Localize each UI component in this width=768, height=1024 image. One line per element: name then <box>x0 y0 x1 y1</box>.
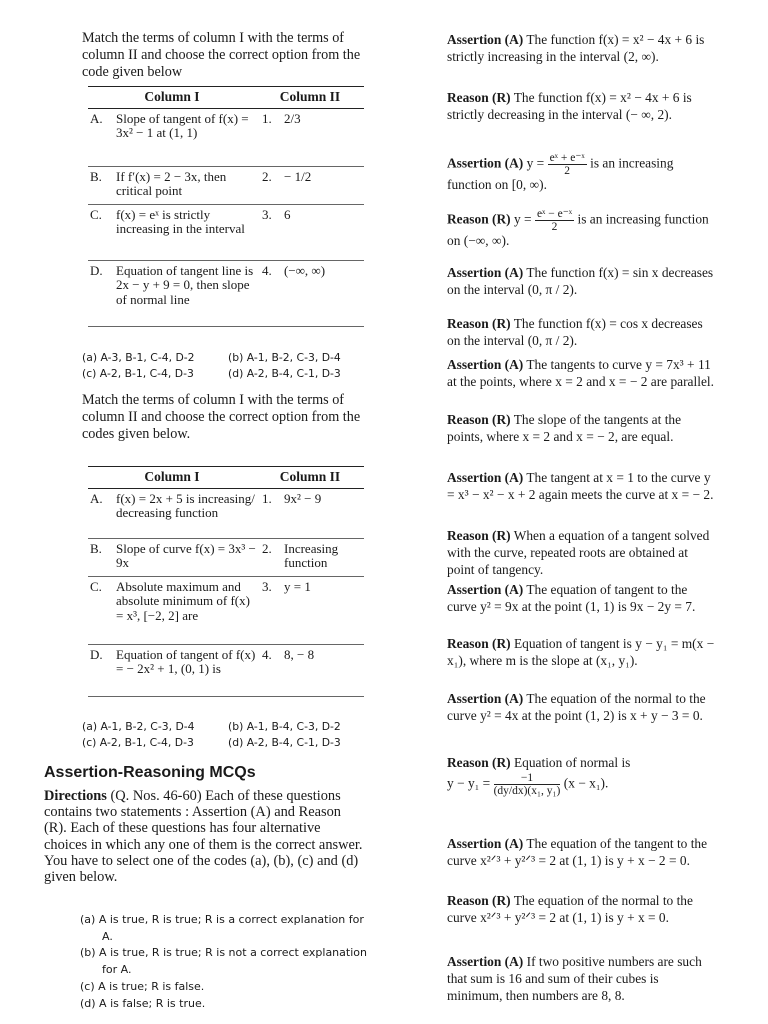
q1-match-table <box>88 86 364 327</box>
section-heading: Assertion-Reasoning MCQs <box>44 764 256 781</box>
item2-reason: Reason (R) y = $\frac{\text{eˣ − e⁻ˣ}}{2}$ is an increasing function on (−∞, ∞). <box>447 208 709 248</box>
item3-reason: Reason (R) The function f(x) = cos x decreases on the interval (0, π / 2). <box>447 316 703 348</box>
code-b: (b) A is true, R is true; R is not a correct explanation for A. <box>80 946 367 977</box>
q2-option-c: (c) A-2, B-1, C-4, D-3 <box>82 736 194 749</box>
code-a: (a) A is true, R is true; R is a correct explanation for A. <box>80 913 364 943</box>
q1-option-c: (c) A-2, B-1, C-4, D-3 <box>82 367 194 380</box>
q1-options <box>82 350 341 382</box>
q1-option-a: (a) A-3, B-1, C-4, D-2 <box>82 351 195 364</box>
q1-col1-header: Column I <box>88 87 256 109</box>
q2-option-b: (b) A-1, B-4, C-3, D-2 <box>228 720 341 733</box>
q2-option-a: (a) A-1, B-2, C-3, D-4 <box>82 720 195 733</box>
item3-assertion: Assertion (A) The function f(x) = sin x decreases on the interval (0, π / 2). <box>447 265 714 297</box>
item6-assertion: Assertion (A) The equation of tangent to the curve y² = 9x at the point (1, 1) is 9x − 2y = 7. <box>447 582 696 614</box>
item4-assertion: Assertion (A) The tangents to curve y = 7x³ + 11 at the points, where x = 2 and x = − 2 are parallel. <box>447 357 714 389</box>
q2-col2-header: Column II <box>256 467 364 489</box>
q2-row-d: D. Equation of tangent of f(x) = − 2x² + 1, (0, 1) is 4. 8, − 8 <box>88 645 364 697</box>
q2-match-table <box>88 466 364 697</box>
item5-reason: Reason (R) When a equation of a tangent solved with the curve, repeated roots are obtained at point of tangency. <box>447 528 710 577</box>
q1-row-b: B. If f′(x) = 2 − 3x, then critical point 2. − 1/2 <box>88 167 364 205</box>
answer-codes <box>80 912 370 1012</box>
q1-option-d: (d) A-2, B-4, C-1, D-3 <box>228 367 341 380</box>
q2-row-a: A. f(x) = 2x + 5 is increasing/ decreasing function 1. 9x² − 9 <box>88 489 364 539</box>
q1-intro: Match the terms of column I with the terms of column II and choose the correct option from the code given below <box>82 30 361 80</box>
q2-options <box>82 719 341 751</box>
item9-assertion: Assertion (A) If two positive numbers are such that sum is 16 and sum of their cubes is minimum, then numbers are 8, 8. <box>447 954 702 1003</box>
directions-label: Directions <box>44 788 107 804</box>
item1-assertion: Assertion (A) The function f(x) = x² − 4x + 6 is strictly increasing in the interval (2, ∞). <box>447 32 705 64</box>
code-d: (d) A is false; R is true. <box>80 996 206 1010</box>
directions <box>44 788 364 885</box>
q2-intro: Match the terms of column I with the terms of column II and choose the correct option from the codes given below. <box>82 392 361 442</box>
q1-row-d: D. Equation of tangent line is 2x − y + 9 = 0, then slope of normal line 4. (−∞, ∞) <box>88 261 364 327</box>
q2-row-b: B. Slope of curve f(x) = 3x³ − 9x 2. Increasing function <box>88 539 364 577</box>
item4-reason: Reason (R) The slope of the tangents at the points, where x = 2 and x = − 2, are equal. <box>447 412 682 444</box>
q2-col1-header: Column I <box>88 467 256 489</box>
q1-col2-header: Column II <box>256 87 364 109</box>
q1-row-a: A. Slope of tangent of f(x) = 3x² − 1 at (1, 1) 1. 2/3 <box>88 109 364 167</box>
directions-text: (Q. Nos. 46-60) Each of these questions contains two statements : Assertion (A) and Reason (R). Each of these questions has four alternative choices in which any one of them is the correct answer. You have to select one of the codes (a), (b), (c) and (d) given below. <box>44 788 363 886</box>
q1-row-c: C. f(x) = eˣ is strictly increasing in the interval 3. 6 <box>88 205 364 261</box>
item2-reason-fraction: $\frac{\text{eˣ − e⁻ˣ}}{2}$ <box>536 208 573 233</box>
q2-row-c: C. Absolute maximum and absolute minimum of f(x) = x³, [−2, 2] are 3. y = 1 <box>88 577 364 645</box>
item7-assertion: Assertion (A) The equation of the normal to the curve y² = 4x at the point (1, 2) is x + y − 3 = 0. <box>447 691 706 723</box>
item7-reason: Reason (R) Equation of normal is y − y₁ = $\frac{-1}{\text{(dy/dx)(x₁, y₁)}}$ (x − x₁). <box>447 755 631 797</box>
item7-reason-fraction: $\frac{-1}{\text{(dy/dx)(x₁, y₁)}}$ <box>493 771 561 797</box>
item5-assertion: Assertion (A) The tangent at x = 1 to the curve y = x³ − x² − x + 2 again meets the curve at x = − 2. <box>447 470 714 502</box>
item1-reason: Reason (R) The function f(x) = x² − 4x + 6 is strictly decreasing in the interval (− ∞, 2). <box>447 90 692 122</box>
item6-reason: Reason (R) Equation of tangent is y − y₁ = m(x − x₁), where m is the slope at (x₁, y₁). <box>447 636 715 668</box>
q2-option-d: (d) A-2, B-4, C-1, D-3 <box>228 736 341 749</box>
q1-option-b: (b) A-1, B-2, C-3, D-4 <box>228 351 341 364</box>
item8-assertion: Assertion (A) The equation of the tangent to the curve x²ᐟ³ + y²ᐟ³ = 2 at (1, 1) is y + x − 2 = 0. <box>447 836 708 868</box>
item2-assertion-fraction: $\frac{\text{eˣ + e⁻ˣ}}{2}$ <box>549 152 585 177</box>
code-c: (c) A is true; R is false. <box>80 979 205 993</box>
item2-assertion: Assertion (A) y = $\frac{\text{eˣ + e⁻ˣ}}{2}$ is an increasing function on [0, ∞). <box>447 152 674 192</box>
item8-reason: Reason (R) The equation of the normal to the curve x²ᐟ³ + y²ᐟ³ = 2 at (1, 1) is y + x = 0. <box>447 893 693 925</box>
